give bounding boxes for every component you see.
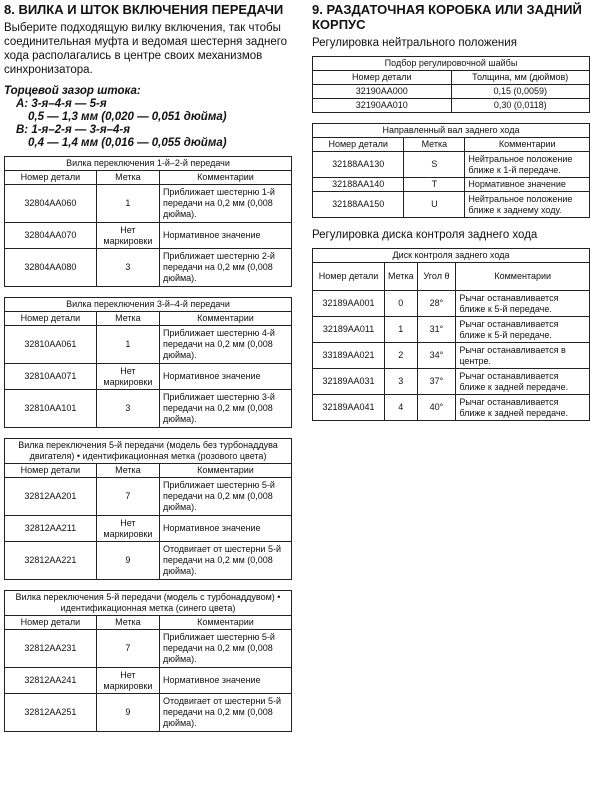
mark-cell: U <box>404 192 465 218</box>
part-number-cell: 32812AA251 <box>5 694 97 732</box>
section-8-intro: Выберите подходящую вилку включения, так чтобы соединительная муфта и ведомая шестерня заднего хода располагались в центре своих механизмов синхронизатора. <box>4 22 288 76</box>
mark-cell: 1 <box>96 326 159 364</box>
part-number-cell: 32810AA061 <box>5 326 97 364</box>
part-number-cell: 32188AA150 <box>313 192 404 218</box>
table-row <box>313 152 590 178</box>
part-number-cell: 32810AA071 <box>5 364 97 390</box>
right-column <box>312 0 590 431</box>
angle-cell: 31° <box>417 317 456 343</box>
comment-cell: Приближает шестерню 2-й передачи на 0,2 мм (0,008 дюйма). <box>159 249 291 287</box>
column-header: Комментарии <box>159 464 291 478</box>
thickness-cell: 0,15 (0,0059) <box>451 85 590 99</box>
comment-cell: Приближает шестерню 3-й передачи на 0,2 мм (0,008 дюйма). <box>159 390 291 428</box>
comment-cell: Рычаг останавливается в центре. <box>456 343 590 369</box>
table-row <box>5 630 292 668</box>
part-number-cell: 32812AA221 <box>5 542 97 580</box>
column-header: Угол θ <box>417 263 456 291</box>
part-number-cell: 32812AA211 <box>5 516 97 542</box>
table-row <box>5 390 292 428</box>
column-header: Комментарии <box>159 616 291 630</box>
table-shim-selection <box>312 56 590 113</box>
mark-cell: 9 <box>96 542 159 580</box>
table-row <box>313 395 590 421</box>
table-reverse-idler-shaft <box>312 123 590 218</box>
comment-cell: Приближает шестерню 4-й передачи на 0,2 мм (0,008 дюйма). <box>159 326 291 364</box>
table-fork-3-4 <box>4 297 292 428</box>
part-number-cell: 32190AA010 <box>313 99 452 113</box>
part-number-cell: 32812AA201 <box>5 478 97 516</box>
column-header: Метка <box>385 263 418 291</box>
table-row <box>5 694 292 732</box>
mark-cell: 3 <box>96 390 159 428</box>
reverse-disc-adjustment-title: Регулировка диска контроля заднего хода <box>312 229 538 241</box>
mark-cell: 3 <box>385 369 418 395</box>
table-row <box>313 85 590 99</box>
column-header: Номер детали <box>313 263 385 291</box>
part-number-cell: 32804AA070 <box>5 223 97 249</box>
part-number-cell: 32189AA011 <box>313 317 385 343</box>
comment-cell: Нейтральное положение ближе к заднему ходу. <box>465 192 590 218</box>
comment-cell: Рычаг останавливается ближе к 5-й передаче. <box>456 291 590 317</box>
column-header: Метка <box>96 464 159 478</box>
table-caption: Подбор регулировочной шайбы <box>313 57 590 71</box>
table-row <box>5 326 292 364</box>
column-header: Метка <box>96 171 159 185</box>
comment-cell: Нейтральное положение ближе к 1-й передаче. <box>465 152 590 178</box>
column-header: Метка <box>404 138 465 152</box>
column-header: Номер детали <box>5 171 97 185</box>
table-row <box>5 478 292 516</box>
part-number-cell: 33189AA021 <box>313 343 385 369</box>
mark-cell: Нет маркировки <box>96 516 159 542</box>
table-reverse-check-plate <box>312 248 590 421</box>
column-header: Номер детали <box>313 71 452 85</box>
thickness-cell: 0,30 (0,0118) <box>451 99 590 113</box>
mark-cell: Нет маркировки <box>96 668 159 694</box>
gap-b-value: 0,4 — 1,4 мм (0,016 — 0,055 дюйма) <box>28 137 227 149</box>
part-number-cell: 32189AA001 <box>313 291 385 317</box>
table-row <box>313 343 590 369</box>
comment-cell: Нормативное значение <box>159 223 291 249</box>
mark-cell: T <box>404 178 465 192</box>
section-9-heading: 9. РАЗДАТОЧНАЯ КОРОБКА ИЛИ ЗАДНИЙ КОРПУС <box>312 2 582 32</box>
comment-cell: Приближает шестерню 1-й передачи на 0,2 мм (0,008 дюйма). <box>159 185 291 223</box>
column-header: Номер детали <box>313 138 404 152</box>
column-header: Толщина, мм (дюймов) <box>451 71 590 85</box>
column-header: Метка <box>96 312 159 326</box>
comment-cell: Нормативное значение <box>159 516 291 542</box>
table-fork-5-non-turbo <box>4 438 292 580</box>
angle-cell: 40° <box>417 395 456 421</box>
part-number-cell: 32188AA140 <box>313 178 404 192</box>
mark-cell: Нет маркировки <box>96 364 159 390</box>
table-row <box>313 99 590 113</box>
angle-cell: 37° <box>417 369 456 395</box>
table-row <box>5 223 292 249</box>
column-header: Комментарии <box>159 171 291 185</box>
table-caption: Вилка переключения 5-й передачи (модель с турбонаддувом) • идентификационная метка (синего цвета) <box>5 591 292 616</box>
table-fork-1-2 <box>4 156 292 287</box>
table-row <box>313 369 590 395</box>
part-number-cell: 32810AA101 <box>5 390 97 428</box>
table-row <box>5 516 292 542</box>
gap-title: Торцевой зазор штока: <box>4 85 141 97</box>
mark-cell: Нет маркировки <box>96 223 159 249</box>
mark-cell: 0 <box>385 291 418 317</box>
column-header: Метка <box>96 616 159 630</box>
section-8-heading: 8. ВИЛКА И ШТОК ВКЛЮЧЕНИЯ ПЕРЕДАЧИ <box>4 2 284 17</box>
column-header: Номер детали <box>5 616 97 630</box>
table-caption: Вилка переключения 3-й–4-й передачи <box>5 298 292 312</box>
table-fork-5-turbo <box>4 590 292 732</box>
column-header: Комментарии <box>465 138 590 152</box>
part-number-cell: 32812AA241 <box>5 668 97 694</box>
mark-cell: 1 <box>385 317 418 343</box>
comment-cell: Нормативное значение <box>159 364 291 390</box>
table-caption: Направленный вал заднего хода <box>313 124 590 138</box>
mark-cell: 9 <box>96 694 159 732</box>
mark-cell: 7 <box>96 630 159 668</box>
gap-b-label: B: 1-я–2-я — 3-я–4-я <box>16 124 131 136</box>
comment-cell: Нормативное значение <box>465 178 590 192</box>
gap-a-value: 0,5 — 1,3 мм (0,020 — 0,051 дюйма) <box>28 111 227 123</box>
table-row <box>313 192 590 218</box>
table-row <box>313 317 590 343</box>
comment-cell: Рычаг останавливается ближе к задней передаче. <box>456 395 590 421</box>
table-caption: Вилка переключения 5-й передачи (модель без турбонаддува двигателя) • идентификационная метка (розового цвета) <box>5 439 292 464</box>
table-row <box>5 668 292 694</box>
angle-cell: 34° <box>417 343 456 369</box>
table-row <box>313 178 590 192</box>
mark-cell: 4 <box>385 395 418 421</box>
part-number-cell: 32190AA000 <box>313 85 452 99</box>
mark-cell: 7 <box>96 478 159 516</box>
part-number-cell: 32804AA060 <box>5 185 97 223</box>
table-row <box>5 542 292 580</box>
table-row <box>5 364 292 390</box>
comment-cell: Рычаг останавливается ближе к задней передаче. <box>456 369 590 395</box>
left-column <box>4 0 292 742</box>
comment-cell: Приближает шестерню 5-й передачи на 0,2 мм (0,008 дюйма). <box>159 630 291 668</box>
gap-a-label: A: 3-я–4-я — 5-я <box>16 98 107 110</box>
table-caption: Вилка переключения 1-й–2-й передачи <box>5 157 292 171</box>
column-header: Номер детали <box>5 312 97 326</box>
comment-cell: Отодвигает от шестерни 5-й передачи на 0,2 мм (0,008 дюйма). <box>159 694 291 732</box>
column-header: Номер детали <box>5 464 97 478</box>
part-number-cell: 32189AA041 <box>313 395 385 421</box>
table-row <box>5 249 292 287</box>
mark-cell: 2 <box>385 343 418 369</box>
comment-cell: Рычаг останавливается ближе к 5-й передаче. <box>456 317 590 343</box>
table-row <box>5 185 292 223</box>
part-number-cell: 32812AA231 <box>5 630 97 668</box>
column-header: Комментарии <box>456 263 590 291</box>
mark-cell: 3 <box>96 249 159 287</box>
part-number-cell: 32189AA031 <box>313 369 385 395</box>
table-caption: Диск контроля заднего хода <box>313 249 590 263</box>
comment-cell: Приближает шестерню 5-й передачи на 0,2 мм (0,008 дюйма). <box>159 478 291 516</box>
column-header: Комментарии <box>159 312 291 326</box>
table-row <box>313 291 590 317</box>
part-number-cell: 32804AA080 <box>5 249 97 287</box>
mark-cell: S <box>404 152 465 178</box>
neutral-adjustment-title: Регулировка нейтрального положения <box>312 37 517 49</box>
part-number-cell: 32188AA130 <box>313 152 404 178</box>
mark-cell: 1 <box>96 185 159 223</box>
angle-cell: 28° <box>417 291 456 317</box>
comment-cell: Нормативное значение <box>159 668 291 694</box>
comment-cell: Отодвигает от шестерни 5-й передачи на 0,2 мм (0,008 дюйма). <box>159 542 291 580</box>
